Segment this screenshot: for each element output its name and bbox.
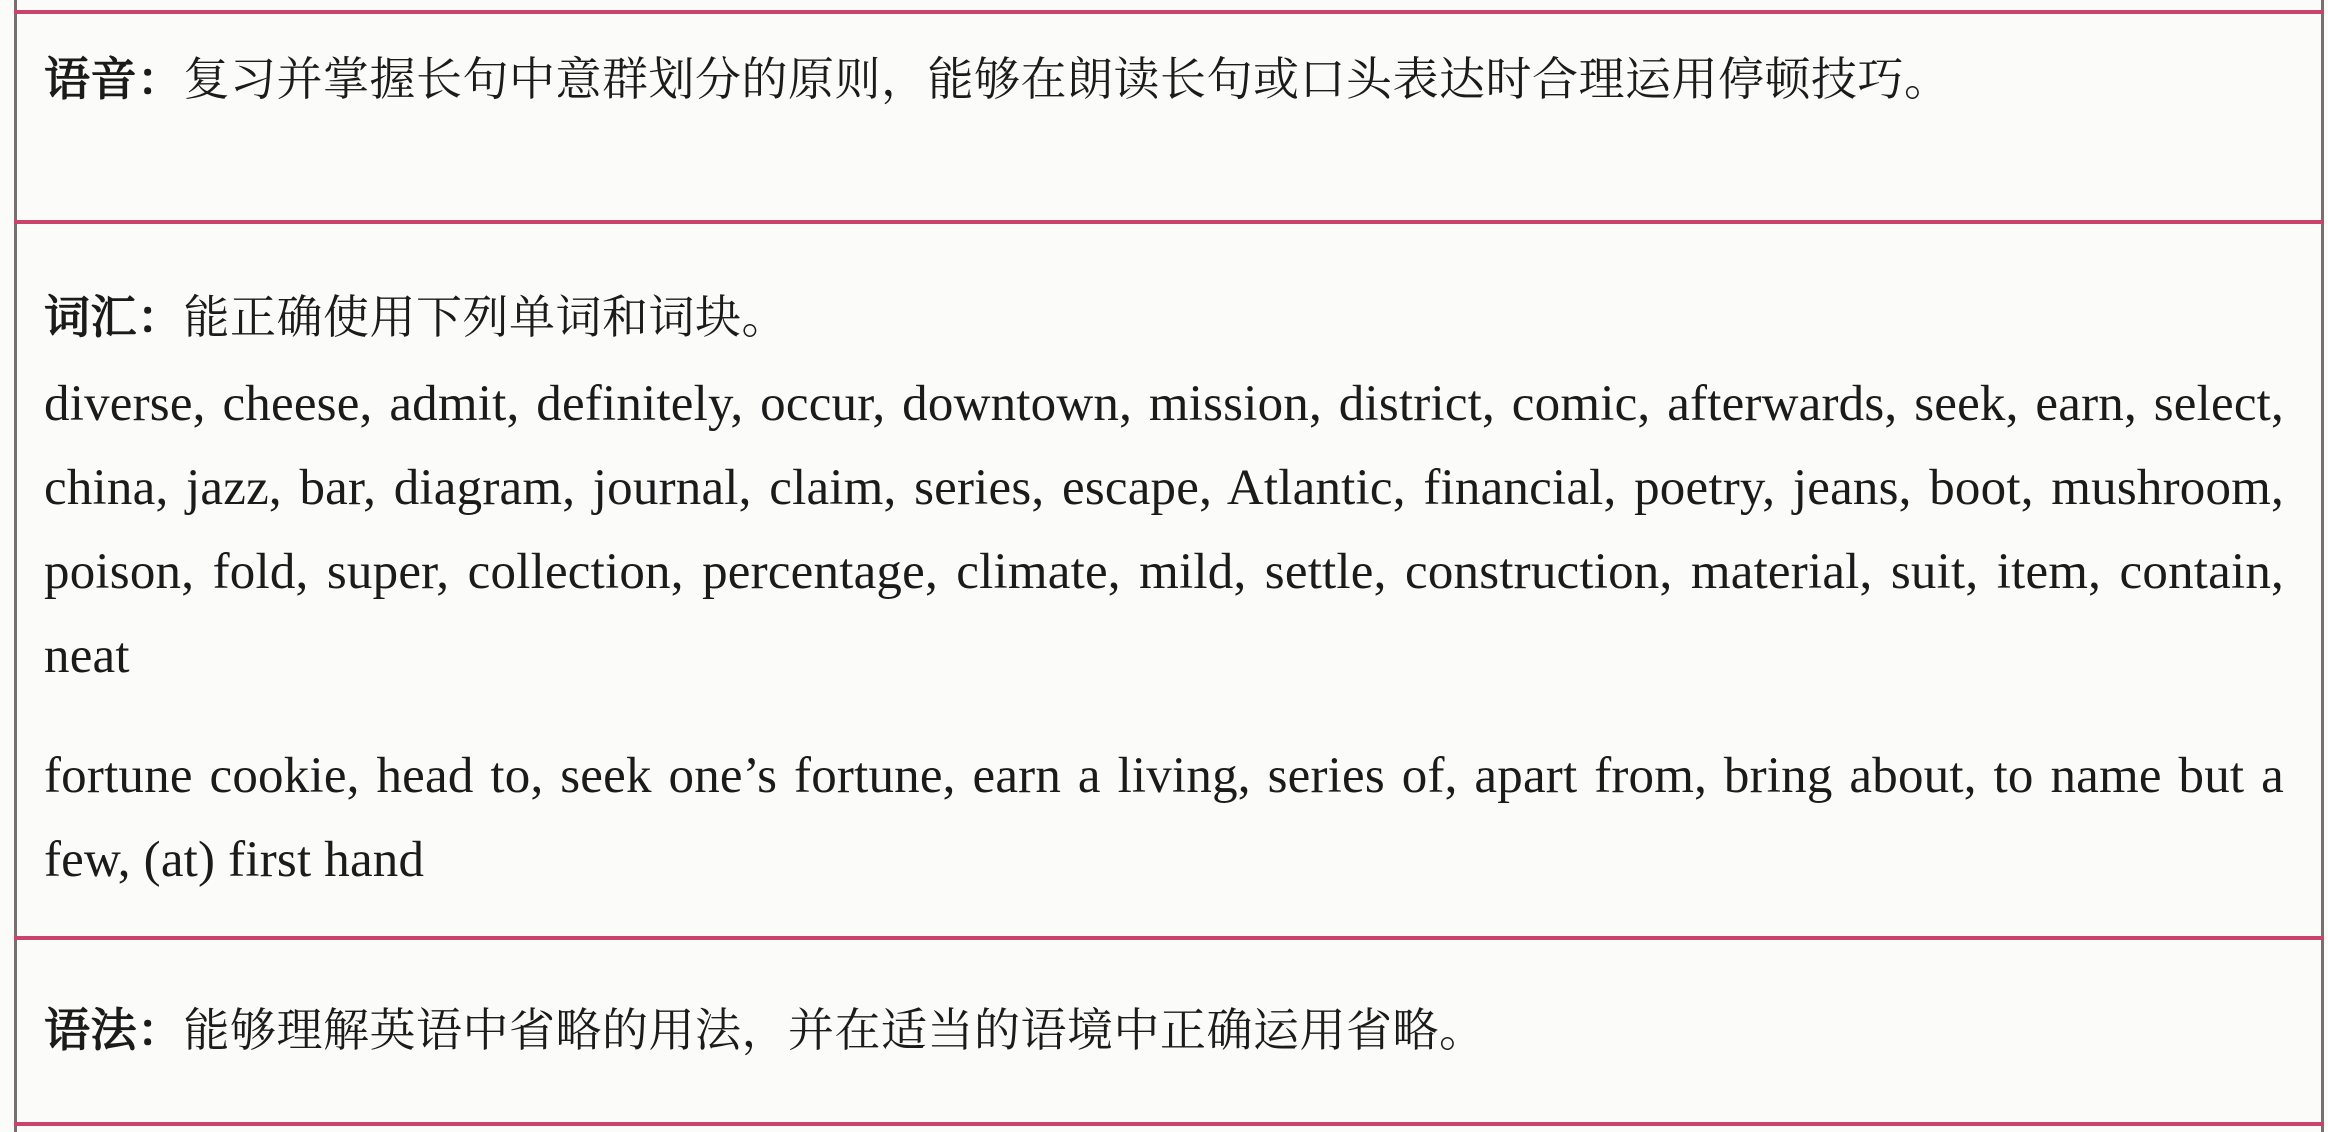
row-divider-2	[14, 936, 2324, 940]
vocabulary-label: 词汇：	[44, 290, 184, 344]
grammar-section	[44, 995, 2284, 1065]
vocabulary-text: 能正确使用下列单词和词块。	[183, 290, 788, 344]
vocabulary-phrase-list: fortune cookie, head to, seek one’s fortune, earn a living, series of, apart from, bring about, to name but a few, (at) first hand	[44, 748, 2284, 888]
vocabulary-heading	[44, 282, 2284, 352]
row-divider-1	[14, 220, 2324, 224]
top-border	[14, 10, 2324, 14]
vocabulary-word-list: diverse, cheese, admit, definitely, occur, downtown, mission, district, comic, afterwards, seek, earn, select, china, jazz, bar, diagram, journal, claim, series, escape, Atlantic, financial, poetry, jeans, boot, mushroom, poison, fold, super, collection, percentage, climate, mild, settle, construction, material, suit, item, contain, neat	[44, 376, 2284, 684]
pronunciation-label: 语音：	[44, 52, 184, 106]
grammar-label: 语法：	[44, 1003, 184, 1057]
pronunciation-text: 复习并掌握长句中意群划分的原则，能够在朗读长句或口头表达时合理运用停顿技巧。	[183, 52, 1951, 106]
pronunciation-section	[44, 44, 2284, 114]
grammar-text: 能够理解英语中省略的用法，并在适当的语境中正确运用省略。	[183, 1003, 1486, 1057]
bottom-border	[14, 1122, 2324, 1126]
